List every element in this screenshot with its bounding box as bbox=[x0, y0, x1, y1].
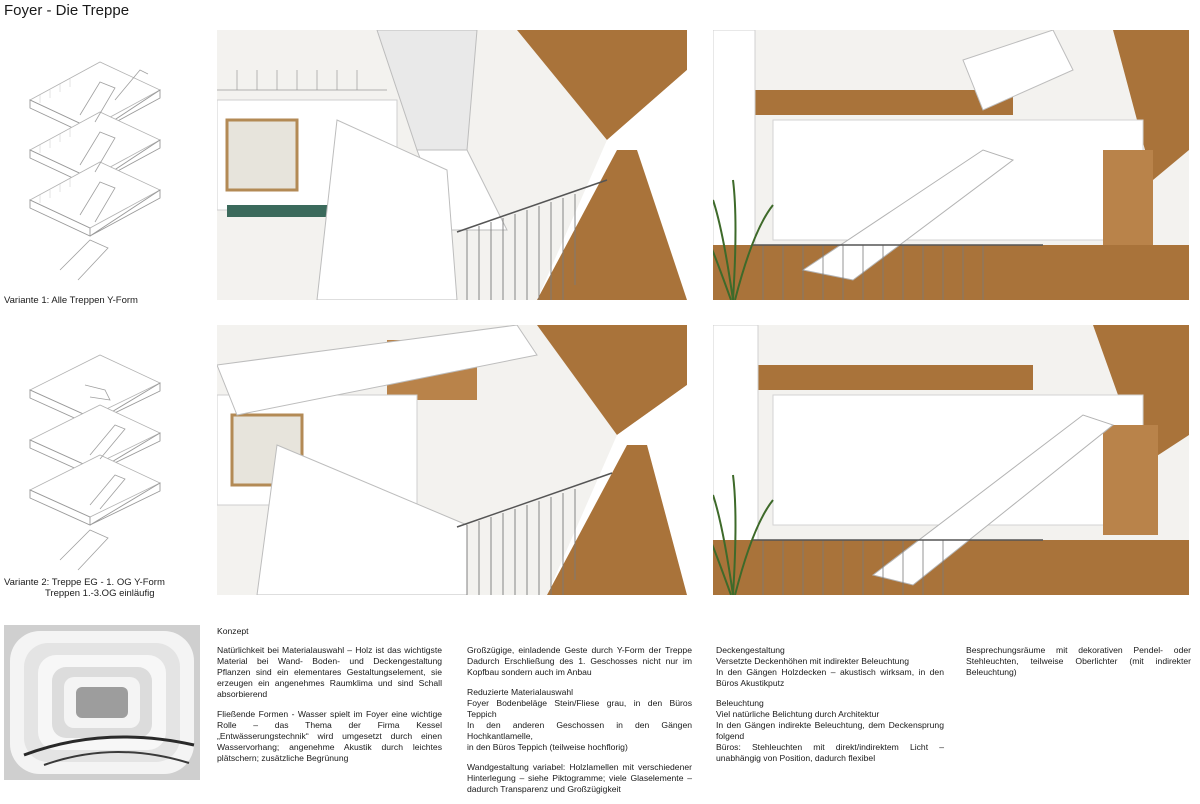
gallery-walls bbox=[773, 395, 1143, 525]
concept-paragraph: Fließende Formen - Wasser spielt im Foyer eine wichtige Rolle – das Thema der Firma Kessel „Entwässerungstechnik“ wird umgesetzt durch einen Wasservorhang; angenehme Akustik durch leichtes plätschern; zusätzliche Begrünung bbox=[217, 709, 442, 763]
ceiling-band bbox=[753, 365, 1033, 390]
concept-column-2 bbox=[467, 645, 692, 804]
concept-paragraph bbox=[467, 687, 692, 753]
iso-floor-3 bbox=[30, 455, 160, 525]
concept-paragraph: Besprechungsräume mit dekorativen Pendel- oder Stehleuchten, teilweise Oberlichter (mit indirekter Beleuchtung) bbox=[966, 645, 1191, 677]
reference-photo-flowing-forms bbox=[4, 625, 200, 780]
page-title: Foyer - Die Treppe bbox=[4, 2, 130, 19]
concept-line: In den Gängen Holzdecken – akustisch wirksam, in den Büros Akustikputz bbox=[716, 667, 944, 688]
concept-subtitle: Beleuchtung bbox=[716, 698, 764, 708]
concept-line: Viel natürliche Belichtung durch Architektur bbox=[716, 709, 880, 719]
wood-floor bbox=[713, 245, 1189, 300]
concept-column-1 bbox=[217, 645, 442, 773]
wood-column bbox=[1103, 425, 1158, 535]
concept-column-4 bbox=[966, 645, 1191, 687]
concept-line: Foyer Bodenbeläge Stein/Fliese grau, in den Büros Teppich bbox=[467, 698, 692, 719]
render-variant-2-view-a bbox=[217, 325, 687, 595]
wood-column bbox=[1103, 150, 1153, 250]
concept-line: In den Gängen indirekte Beleuchtung, dem Deckensprung folgend bbox=[716, 720, 944, 741]
iso-floor-3 bbox=[30, 162, 160, 236]
concept-column-3 bbox=[716, 645, 944, 773]
concept-paragraph bbox=[716, 698, 944, 764]
variant-2-label-line-2: Treppen 1.-3.OG einläufig bbox=[45, 588, 155, 599]
concept-line: Büros: Stehleuchten mit direkt/indirektem Licht – unabhängig von Position, dadurch flexibel bbox=[716, 742, 944, 763]
concept-paragraph: Großzügige, einladende Geste durch Y-Form der Treppe Dadurch Erschließung des 1. Geschosses nicht nur im Kopfbau sondern auch im Anbau bbox=[467, 645, 692, 677]
concept-paragraph: Wandgestaltung variabel: Holzlamellen mit verschiedener Hinterlegung – siehe Piktogramme; viele Glaselemente – dadurch Transparenz und Großzügigkeit bbox=[467, 762, 692, 794]
concept-line: In den anderen Geschossen in den Gängen Hochkantlamelle, bbox=[467, 720, 692, 741]
variant-1-iso-diagram bbox=[20, 40, 170, 290]
render-variant-1-view-b bbox=[713, 30, 1189, 300]
concept-paragraph: Natürlichkeit bei Materialauswahl – Holz ist das wichtigste Material bei Wand- Boden- und Deckengestaltung Pflanzen sind ein elementares Gestaltungselement, sie erzeugen ein angenehmes Raumklima und sind Schall absorbierend bbox=[217, 645, 442, 699]
concept-subtitle: Deckengestaltung bbox=[716, 645, 785, 655]
concept-subtitle: Reduzierte Materialauswahl bbox=[467, 687, 574, 697]
variant-2-iso-diagram bbox=[20, 345, 170, 575]
concept-heading: Konzept bbox=[217, 626, 249, 636]
glazed-window bbox=[227, 120, 297, 190]
variant-2-label-line-1: Variante 2: Treppe EG - 1. OG Y-Form bbox=[4, 577, 165, 588]
render-variant-2-view-b bbox=[713, 325, 1189, 595]
concept-paragraph bbox=[716, 645, 944, 689]
concept-line: Versetzte Deckenhöhen mit indirekter Beleuchtung bbox=[716, 656, 909, 666]
ceiling-band bbox=[753, 90, 1013, 115]
concept-line: in den Büros Teppich (teilweise hochflorig) bbox=[467, 742, 628, 752]
render-variant-1-view-a bbox=[217, 30, 687, 300]
variant-1-label: Variante 1: Alle Treppen Y-Form bbox=[4, 295, 138, 306]
